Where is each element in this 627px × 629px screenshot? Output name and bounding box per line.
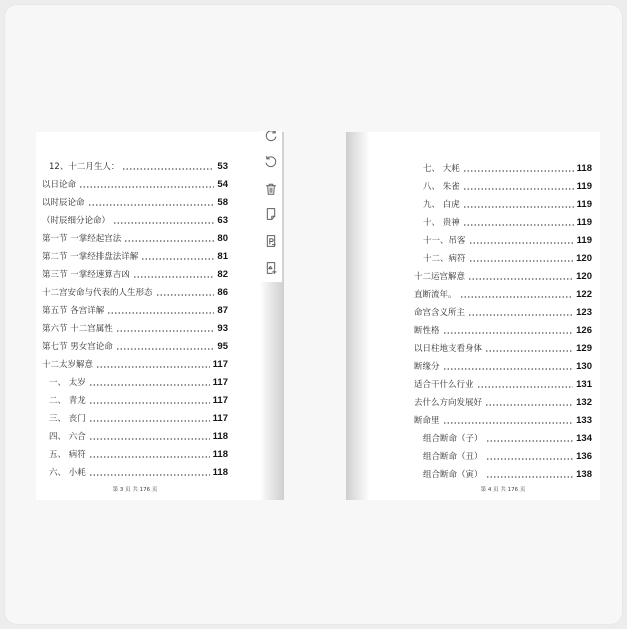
toc-entry-title: 第三节 一掌经速算吉凶	[42, 270, 130, 280]
toc-entry-title: 去什么方向发展好	[414, 398, 483, 408]
dot-leader	[89, 384, 210, 386]
toc-entry-page-number: 129	[576, 342, 592, 354]
toc-entry-page-number: 130	[576, 360, 592, 372]
toc-entry	[42, 193, 228, 211]
toc-entry	[42, 391, 228, 409]
toc-entry-page-number: 120	[576, 270, 592, 282]
dot-leader	[468, 278, 573, 280]
toc-entry-title: 组合断命（寅）	[423, 470, 483, 480]
toc-entry-page-number: 118	[212, 430, 228, 442]
toc-entry	[42, 409, 228, 427]
toc-entry	[414, 411, 592, 429]
toc-entry-title: 第二节 一掌经排盘法详解	[42, 252, 139, 262]
rotate-cw-icon	[264, 131, 278, 143]
dot-leader	[486, 458, 574, 460]
toc-entry-page-number: 80	[217, 232, 228, 244]
toc-entry-page-number: 119	[576, 234, 592, 246]
toc-entry	[414, 447, 592, 465]
toc-entry	[42, 211, 228, 229]
toc-entry-page-number: 53	[217, 160, 228, 172]
toc-entry	[414, 375, 592, 393]
dot-leader	[96, 366, 210, 368]
rotate-counterclockwise-button[interactable]	[260, 152, 281, 172]
page-export-icon	[264, 234, 278, 248]
toc-entry	[414, 393, 592, 411]
toc-entry	[414, 195, 592, 213]
page-image-add-icon	[264, 261, 278, 275]
toc-entry-page-number: 86	[217, 286, 228, 298]
toc-entry-page-number: 117	[212, 376, 228, 388]
toc-entry-page-number: 122	[576, 288, 592, 300]
rotate-ccw-icon	[264, 155, 278, 169]
toc-entry	[414, 357, 592, 375]
toc-entry-page-number: 119	[576, 180, 592, 192]
rotate-clockwise-button[interactable]	[260, 131, 281, 146]
toc-entry-title: 第七节 男女宫论命	[42, 342, 113, 352]
dot-leader	[463, 224, 574, 226]
toc-entry	[42, 247, 228, 265]
toc-entry-title: 12、十二月生人：	[49, 162, 120, 172]
toc-entry-title: 十一、吊客	[423, 236, 466, 246]
dot-leader	[463, 206, 574, 208]
toc-entry-title: 六、 小耗	[49, 468, 86, 478]
toc-list	[414, 159, 592, 483]
insert-image-page-button[interactable]	[260, 258, 281, 278]
toc-entry-title: 以时辰论命	[42, 198, 85, 208]
toc-entry-title: 七、 大耗	[423, 164, 460, 174]
toc-entry	[414, 177, 592, 195]
toc-entry-title: 八、 朱雀	[423, 182, 460, 192]
toc-entry-title: 十二、病符	[423, 254, 466, 264]
toc-entry-page-number: 118	[576, 162, 592, 174]
toc-entry	[414, 159, 592, 177]
toc-entry	[414, 429, 592, 447]
toc-entry-page-number: 138	[576, 468, 592, 480]
dot-leader	[107, 312, 214, 314]
insert-blank-page-button[interactable]	[260, 204, 281, 224]
toc-entry	[42, 373, 228, 391]
dot-leader	[468, 314, 573, 316]
page-thumbnail-right[interactable]	[346, 132, 600, 500]
toc-entry	[414, 285, 592, 303]
toc-entry	[42, 175, 228, 193]
toc-entry-title: 组合断命（丑）	[423, 452, 483, 462]
toc-entry-title: 四、 六合	[49, 432, 86, 442]
toc-entry	[414, 267, 592, 285]
dot-leader	[443, 368, 574, 370]
toc-entry	[414, 249, 592, 267]
toc-entry-page-number: 93	[217, 322, 228, 334]
toc-entry	[42, 355, 228, 373]
toc-entry	[414, 231, 592, 249]
toc-entry-page-number: 95	[217, 340, 228, 352]
toc-entry-title: 适合干什么行业	[414, 380, 474, 390]
toc-entry-page-number: 63	[217, 214, 228, 226]
toc-entry	[42, 301, 228, 319]
page-spine-shadow	[346, 132, 370, 500]
dot-leader	[460, 296, 574, 298]
dot-leader	[463, 170, 574, 172]
toc-entry	[42, 283, 228, 301]
toc-entry-page-number: 118	[212, 466, 228, 478]
toc-entry-page-number: 119	[576, 198, 592, 210]
toc-entry	[42, 445, 228, 463]
trash-icon	[264, 182, 278, 196]
toc-entry	[414, 213, 592, 231]
dot-leader	[141, 258, 214, 260]
toc-entry-page-number: 131	[576, 378, 592, 390]
toc-entry-title: 九、 白虎	[423, 200, 460, 210]
dot-leader	[463, 188, 574, 190]
toc-entry-title: 以日柱地支看身体	[414, 344, 483, 354]
toc-entry-title: 断性格	[414, 326, 440, 336]
dot-leader	[116, 348, 215, 350]
toc-entry-title: 十二运宫解意	[414, 272, 466, 282]
dot-leader	[116, 330, 215, 332]
toc-entry	[42, 319, 228, 337]
dot-leader	[485, 350, 573, 352]
toc-entry-page-number: 123	[576, 306, 592, 318]
toc-entry-page-number: 82	[217, 268, 228, 280]
dot-leader	[89, 456, 210, 458]
toc-entry-title: 十、 贵神	[423, 218, 460, 228]
toc-entry-page-number: 126	[576, 324, 592, 336]
dot-leader	[113, 222, 214, 224]
toc-entry	[42, 229, 228, 247]
dot-leader	[89, 438, 210, 440]
dot-leader	[89, 420, 210, 422]
toc-entry	[414, 465, 592, 483]
page-thumbnail-left[interactable]	[36, 132, 284, 500]
toc-entry-page-number: 132	[576, 396, 592, 408]
toc-entry-title: 第五节 各宫详解	[42, 306, 105, 316]
toc-entry-title: 命宫含义所主	[414, 308, 466, 318]
toc-entry-title: 三、 丧门	[49, 414, 86, 424]
dot-leader	[88, 204, 215, 206]
toc-entry-title: 一、 太岁	[49, 378, 86, 388]
blank-page-icon	[264, 207, 278, 221]
dot-leader	[89, 402, 210, 404]
page-footer: 第 4 页 共 176 页	[480, 487, 526, 493]
toc-entry-title: 二、 青龙	[49, 396, 86, 406]
dot-leader	[124, 240, 214, 242]
toc-entry	[42, 337, 228, 355]
delete-page-button[interactable]	[260, 179, 281, 199]
page-footer: 第 3 页 共 176 页	[112, 487, 158, 493]
toc-entry-title: （时辰细分论命）	[42, 216, 111, 226]
dot-leader	[89, 474, 210, 476]
dot-leader	[122, 168, 214, 170]
toc-entry	[42, 157, 228, 175]
toc-entry-page-number: 133	[576, 414, 592, 426]
toc-entry-page-number: 134	[576, 432, 592, 444]
toc-entry-title: 五、 病符	[49, 450, 86, 460]
page-organizer-canvas	[5, 5, 622, 624]
toc-entry-title: 以日论命	[42, 180, 77, 190]
toc-entry-page-number: 120	[576, 252, 592, 264]
dot-leader	[133, 276, 215, 278]
toc-entry-page-number: 87	[217, 304, 228, 316]
toc-entry-title: 直断流年。	[414, 290, 457, 300]
toc-entry-title: 组合断命（子）	[423, 434, 483, 444]
toc-entry-title: 断缘分	[414, 362, 440, 372]
dot-leader	[486, 440, 574, 442]
toc-entry-page-number: 118	[212, 448, 228, 460]
dot-leader	[156, 294, 215, 296]
dot-leader	[443, 332, 574, 334]
toc-entry-title: 十二宫安命与代表的人生形态	[42, 288, 153, 298]
toc-entry	[414, 321, 592, 339]
toc-entry-page-number: 58	[217, 196, 228, 208]
toc-entry-page-number: 136	[576, 450, 592, 462]
dot-leader	[477, 386, 574, 388]
dot-leader	[469, 260, 574, 262]
toc-entry-page-number: 119	[576, 216, 592, 228]
toc-entry	[414, 339, 592, 357]
dot-leader	[469, 242, 574, 244]
dot-leader	[485, 404, 573, 406]
toc-entry-title: 第一节 一掌经起宫法	[42, 234, 122, 244]
toc-entry-title: 十二太岁解意	[42, 360, 94, 370]
toc-entry-page-number: 117	[212, 394, 228, 406]
page-actions-toolbar	[259, 131, 282, 282]
toc-entry	[42, 265, 228, 283]
dot-leader	[486, 476, 574, 478]
toc-entry	[42, 463, 228, 481]
dot-leader	[79, 186, 214, 188]
toc-entry-page-number: 54	[217, 178, 228, 190]
toc-entry-page-number: 81	[217, 250, 228, 262]
export-page-button[interactable]	[260, 231, 281, 251]
toc-entry-page-number: 117	[212, 412, 228, 424]
toc-list	[42, 157, 228, 481]
toc-entry	[414, 303, 592, 321]
toc-entry	[42, 427, 228, 445]
toc-entry-page-number: 117	[212, 358, 228, 370]
toc-entry-title: 断命里	[414, 416, 440, 426]
toc-entry-title: 第六节 十二宫属性	[42, 324, 113, 334]
dot-leader	[443, 422, 574, 424]
